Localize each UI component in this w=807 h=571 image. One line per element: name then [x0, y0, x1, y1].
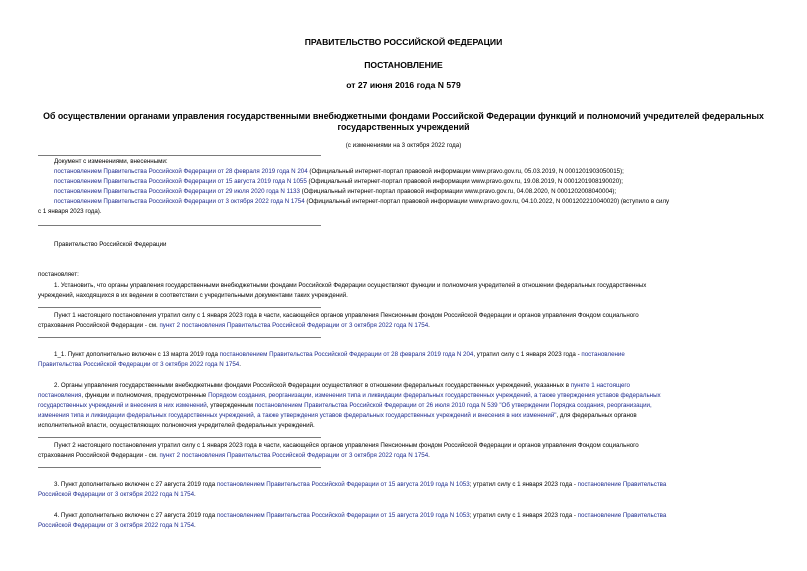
divider-top [38, 155, 321, 156]
paragraph-1-1-line-2 [38, 360, 241, 370]
paragraph-text: 2. Органы управления государственными внебюджетными фондами Российской Федерации осуществляют в отношении федеральных государственных учреждений, указанных в [54, 382, 571, 389]
amendment-link[interactable]: постановлением Правительства Российской Федерации от 15 августа 2019 года N 1053 [216, 481, 470, 488]
paragraph-1-line-2: учреждений, находящихся в их ведении в соответствии с учредительными документами таких учреждений. [38, 292, 348, 299]
paragraph-text: . [239, 361, 241, 368]
divider [38, 337, 321, 338]
paragraph-text: , утратил силу с 1 января 2023 года - [473, 351, 582, 358]
note-text: страхования Российской Федерации - см. [38, 452, 160, 459]
divider [38, 467, 321, 468]
paragraph-2-line-5: исполнительной власти, осуществляющих полномочия учредителей федеральных учреждений. [38, 422, 315, 429]
reference-link[interactable]: изменения типа и ликвидации федеральных государственных учреждений, а также утверждения уставов федеральных государственных учреждений и внесения в них изменений" [38, 412, 557, 419]
change-item [54, 177, 623, 187]
change-item [54, 187, 616, 197]
paragraph-4-line-1 [54, 511, 666, 521]
amendment-link[interactable]: Правительства Российской Федерации от 3 октября 2022 года N 1754 [38, 361, 240, 368]
paragraph-text: ; утратил силу с 1 января 2023 года - [469, 481, 578, 488]
paragraph-2-line-3 [38, 401, 652, 411]
amendment-link[interactable]: Российской Федерации от 3 октября 2022 года N 1754 [38, 491, 195, 498]
divider [38, 307, 321, 308]
paragraph-text: 1_1. Пункт дополнительно включен с 13 марта 2019 года [54, 351, 220, 358]
paragraph-2-line-1 [54, 381, 630, 391]
change-link[interactable]: постановлением Правительства Российской Федерации от 15 августа 2019 года N 1055 [54, 178, 307, 185]
amendment-link[interactable]: Российской Федерации от 3 октября 2022 года N 1754 [38, 522, 195, 529]
paragraph-1-1-line-1 [54, 350, 625, 360]
reference-link[interactable]: пункте 1 настоящего [570, 382, 630, 389]
change-details: (Официальный интернет-портал правовой информации www.pravo.gov.ru, 19.08.2019, N 0001201908190020); [306, 178, 623, 185]
change-link[interactable]: постановлением Правительства Российской Федерации от 28 февраля 2019 года N 204 [54, 168, 308, 175]
date-number-header: от 27 июня 2016 года N 579 [346, 80, 461, 90]
paragraph-text: . [194, 491, 196, 498]
change-details: (Официальный интернет-портал правовой информации www.pravo.gov.ru, 04.08.2020, N 0001202008040004); [299, 188, 617, 195]
changes-intro: Документ с изменениями, внесенными: [54, 158, 168, 165]
note-2-line-2 [38, 451, 430, 461]
paragraph-1-line-1: 1. Установить, что органы управления государственными внебюджетными фондами Российской Федерации осуществляют функции и полномочия учредителей в отношении федеральных государственных [54, 282, 647, 289]
reference-link[interactable]: Порядком создания, реорганизации, изменения типа и ликвидации федеральных государственных учреждений, а также утверждения уставов федеральных [208, 392, 661, 399]
note-text: . [428, 322, 430, 329]
doc-type-header: ПОСТАНОВЛЕНИЕ [364, 60, 443, 70]
amendment-link[interactable]: постановление Правительства [577, 512, 667, 519]
paragraph-4-line-2 [38, 521, 196, 531]
paragraph-text: . [194, 522, 196, 529]
paragraph-text: , функции и полномочия, предусмотренные [81, 392, 209, 399]
title-line-1: Об осуществлении органами управления государственными внебюджетными фондами Российской Федерации функций и полномочий учредителей федеральных [43, 111, 764, 121]
change-details-continued: с 1 января 2023 года). [38, 208, 102, 215]
decides-label: постановляет: [38, 271, 79, 278]
paragraph-2-line-2 [38, 391, 661, 401]
reference-link[interactable]: постановлением Правительства Российской Федерации от 26 июля 2010 года N 539 "Об утверждении Порядка создания, реорганизации, [254, 402, 652, 409]
government-header: ПРАВИТЕЛЬСТВО РОССИЙСКОЙ ФЕДЕРАЦИИ [304, 37, 503, 47]
paragraph-text: 4. Пункт дополнительно включен с 27 августа 2019 года [54, 512, 217, 519]
document-title [30, 111, 777, 133]
divider [38, 437, 321, 438]
revision-note: (с изменениями на 3 октября 2022 года) [345, 142, 462, 149]
divider [38, 225, 321, 226]
note-text: страхования Российской Федерации - см. [38, 322, 160, 329]
paragraph-3-line-2 [38, 490, 196, 500]
reference-link[interactable]: государственных учреждений и внесения в них изменений [38, 402, 207, 409]
paragraph-2-line-4 [38, 411, 637, 421]
paragraph-text: , утвержденным [206, 402, 255, 409]
note-link[interactable]: пункт 2 постановления Правительства Российской Федерации от 3 октября 2022 года N 1754 [159, 452, 429, 459]
change-details: (Официальный интернет-портал правовой информации www.pravo.gov.ru, 04.10.2022, N 0001202210040020) (вступило в силу [304, 198, 670, 205]
change-details: (Официальный интернет-портал правовой информации www.pravo.gov.ru, 05.03.2019, N 0001201903050015); [307, 168, 624, 175]
change-link[interactable]: постановлением Правительства Российской Федерации от 29 июля 2020 года N 1133 [54, 188, 300, 195]
note-1-line-2 [38, 321, 430, 331]
government-ru: Правительство Российской Федерации [54, 241, 167, 248]
change-item [54, 197, 669, 207]
paragraph-text: 3. Пункт дополнительно включен с 27 августа 2019 года [54, 481, 217, 488]
title-line-2: государственных учреждений [337, 122, 470, 132]
amendment-link[interactable]: постановлением Правительства Российской Федерации от 15 августа 2019 года N 1053 [216, 512, 470, 519]
paragraph-text: ; утратил силу с 1 января 2023 года - [469, 512, 578, 519]
amendment-link[interactable]: постановление Правительства [577, 481, 667, 488]
paragraph-3-line-1 [54, 480, 666, 490]
change-item [54, 167, 624, 177]
note-2-line-1: Пункт 2 настоящего постановления утратил силу с 1 января 2023 года в части, касающейся органов управления Пенсионным фондом Российской Федерации и органов управления Фондом социального [54, 442, 639, 449]
amendment-link[interactable]: постановлением Правительства Российской Федерации от 28 февраля 2019 года N 204 [219, 351, 474, 358]
amendment-link[interactable]: постановление [581, 351, 625, 358]
paragraph-text: , для федеральных органов [556, 412, 637, 419]
change-link[interactable]: постановлением Правительства Российской Федерации от 3 октября 2022 года N 1754 [54, 198, 305, 205]
note-1-line-1: Пункт 1 настоящего постановления утратил силу с 1 января 2023 года в части, касающейся органов управления Пенсионным фондом Российской Федерации и органов управления Фондом социального [54, 312, 639, 319]
note-text: . [428, 452, 430, 459]
note-link[interactable]: пункт 2 постановления Правительства Российской Федерации от 3 октября 2022 года N 1754 [159, 322, 429, 329]
reference-link[interactable]: постановления [38, 392, 82, 399]
